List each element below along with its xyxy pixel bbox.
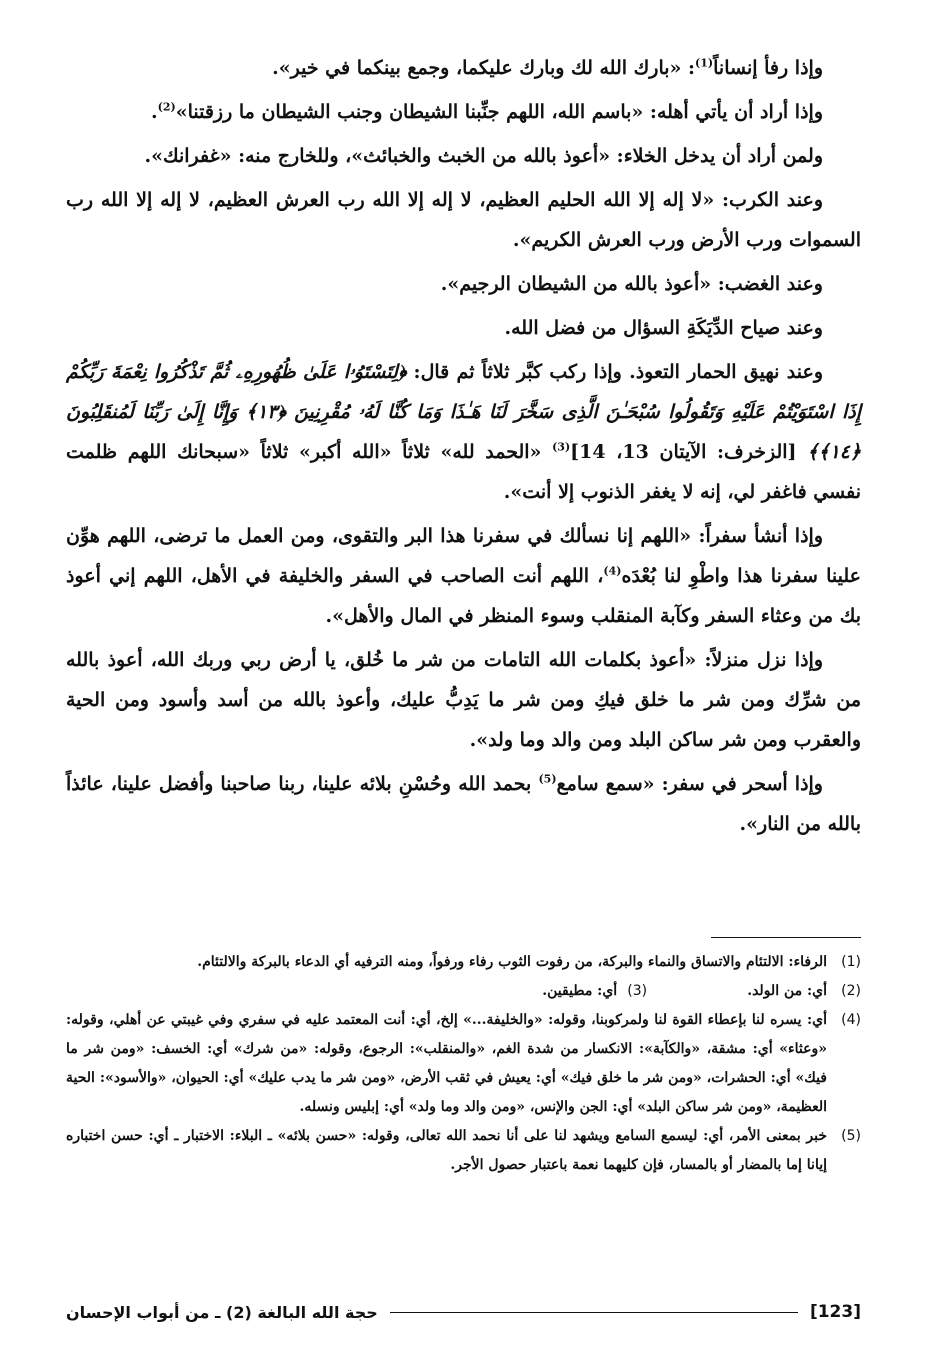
footnote-4: [66, 1006, 861, 1122]
quoted-supplication: «أعوذ بكلمات الله التامات من شر ما خُلق، يا أرض ربي وربك الله، أعوذ بالله من شرِّك ومن شر ما خلق فيكِ ومن شر ما يَدِبُّ عليك، وأعوذ بالله من أسد وأسود ومن الحية والعقرب ومن شر ساكن البلد ومن والد وما ولد».: [66, 649, 861, 751]
footnote-row-2-3: [66, 977, 861, 1006]
paragraph: [66, 92, 861, 132]
footnote-text: الرفاء: الالتئام والاتساق والنماء والبركة، من رفوت الثوب رفاء ورفواً، ومنه الترفيه أي الدعاء بالبركة والالتئام.: [197, 954, 827, 970]
quoted-supplication: «اللهم إنا نسألك في سفرنا هذا البر والتقوى، ومن العمل ما ترضى، اللهم هوِّن علينا سفرنا هذا واطْوِ لنا بُعْدَه: [66, 525, 861, 587]
quoted-supplication: ، اللهم أنت الصاحب في السفر والخليفة في الأهل، اللهم إني أعوذ بك من وعثاء السفر وكآبة المنقلب وسوء المنظر في المال والأهل».: [66, 565, 861, 627]
footnote-reference: (2): [157, 100, 176, 114]
footnote-text: أي: يسره لنا بإعطاء القوة لنا ولمركوبنا، وقوله: «والخليفة...» إلخ، أي: أنت المعتمد عليه في سفري وفي غيبتي عن أهلي، وقوله: «وعثاء» أي: مشقة، «والكآبة»: الانكسار من شدة الغم، «والمنقلب»: الرجوع، وقوله: «من شرك» أي: الخسف: «ومن شر ما فيك» أي: الحشرات، «ومن شر ما خلق فيك» أي: يعيش في ثقب الأرض، «ومن شر ما يدب عليك» أي: الحيوان، «والأسود»: الحية العظيمة، «ومن شر ساكن البلد» أي: الجن والإنس، «ومن والد وما ولد» أي: إبليس ونسله.: [66, 1012, 827, 1115]
paragraph-text: [الزخرف: الآيتان 13، 14]: [570, 441, 808, 463]
footnote-number: (1): [841, 954, 861, 970]
paragraph-text: وعند الكرب:: [714, 189, 823, 211]
paragraph-text: وعند نهيق الحمار التعوذ. وإذا ركب كبَّر ثلاثاً ثم قال:: [406, 361, 823, 383]
quoted-supplication: «الحمد لله» ثلاثاً «الله أكبر» ثلاثاً «سبحانك اللهم ظلمت نفسي فاغفر لي، إنه لا يغفر الذنوب إلا أنت».: [66, 441, 861, 503]
footnote-text: أي: من الولد.: [747, 983, 827, 999]
paragraph: [66, 136, 861, 176]
paragraph-text: .: [150, 101, 158, 123]
quoted-supplication: «غفرانك».: [144, 145, 232, 167]
footnote-reference: (3): [552, 440, 571, 454]
paragraph: [66, 48, 861, 88]
footnote-number: (4): [841, 1012, 861, 1028]
quoted-supplication: : «بارك الله لك وبارك عليكما، وجمع بينكما في خير».: [272, 57, 696, 79]
paragraph: [66, 640, 861, 760]
footnote-number: (5): [841, 1128, 861, 1144]
footnote-reference: (4): [603, 564, 622, 578]
paragraph-text: وإذا أراد أن يأتي أهله:: [643, 101, 823, 123]
paragraph-text: وإذا رفأ إنساناً: [713, 57, 823, 79]
footnote-text: أي: مطيقين.: [542, 983, 618, 999]
book-title: حجة الله البالغة (2) ـ من أبواب الإحسان: [66, 1302, 378, 1322]
paragraph-text: وإذا أسحر في سفر:: [654, 773, 823, 795]
page-number: [123]: [809, 1302, 861, 1322]
footnote-number: (2): [841, 983, 861, 999]
quran-verse: ﴿لِتَسْتَوُۥا عَلَىٰ ظُهُورِهِۦ ثُمَّ تَذْكُرُوا نِعْمَةَ رَبِّكُمْ إِذَا اسْتَوَيْتُمْ عَلَيْهِ وَتَقُولُوا سُبْحَـٰنَ الَّذِى سَخَّرَ لَنَا هَـٰذَا وَمَا كُنَّا لَهُۥ مُقْرِنِينَ ﴿١٣﴾ وَإِنَّا إِلَىٰ رَبِّنَا لَمُنقَلِبُونَ ﴿١٤﴾﴾: [66, 361, 861, 463]
page-footer: [66, 1298, 861, 1326]
footnote-reference: (1): [695, 56, 714, 70]
paragraph-text: وعند صياح الدِّيَكَةِ السؤال من فضل الله.: [504, 317, 823, 339]
quoted-supplication: «أعوذ بالله من الشيطان الرجيم».: [440, 273, 712, 295]
quoted-supplication: «لا إله إلا الله الحليم العظيم، لا إله إلا الله رب العرش العظيم، لا إله إلا الله رب السموات ورب الأرض ورب العرش الكريم».: [66, 189, 861, 251]
footnote-1: [66, 948, 861, 977]
paragraph-text: وإذا نزل منزلاً:: [696, 649, 824, 671]
paragraph: [66, 764, 861, 844]
quoted-supplication: بحمد الله وحُسْنِ بلائه علينا، ربنا صاحبنا وأفضل علينا، عائذاً بالله من النار».: [66, 773, 861, 835]
paragraph-text: وإذا أنشأ سفراً:: [691, 525, 823, 547]
main-text: [66, 48, 861, 848]
quoted-supplication: «سمع سامع: [556, 773, 655, 795]
footnote-reference: (5): [538, 772, 557, 786]
paragraph: [66, 516, 861, 636]
footnotes: [66, 948, 861, 1180]
footnote-number: (3): [627, 983, 648, 999]
paragraph: [66, 180, 861, 260]
paragraph-text: وعند الغضب:: [711, 273, 823, 295]
footer-rule: [390, 1312, 798, 1313]
footnote-text: خبر بمعنى الأمر، أي: ليسمع السامع ويشهد لنا على أنا نحمد الله تعالى، وقوله: «حسن بلائه» ـ البلاء: الاختبار ـ أي: حسن اختباره إيانا إما بالمضار أو بالمسار، فإن كليهما نعمة باعتبار حصول الأجر.: [66, 1128, 827, 1173]
footnote-5: [66, 1122, 861, 1180]
footnote-separator: [711, 937, 861, 938]
quoted-supplication: «باسم الله، اللهم جنِّبنا الشيطان وجنب الشيطان ما رزقتنا»: [175, 101, 644, 123]
paragraph-text: ولمن أراد أن يدخل الخلاء: «أعوذ بالله من الخبث والخبائث»، وللخارج منه:: [231, 145, 823, 167]
paragraph: [66, 308, 861, 348]
paragraph: [66, 264, 861, 304]
paragraph: [66, 352, 861, 512]
